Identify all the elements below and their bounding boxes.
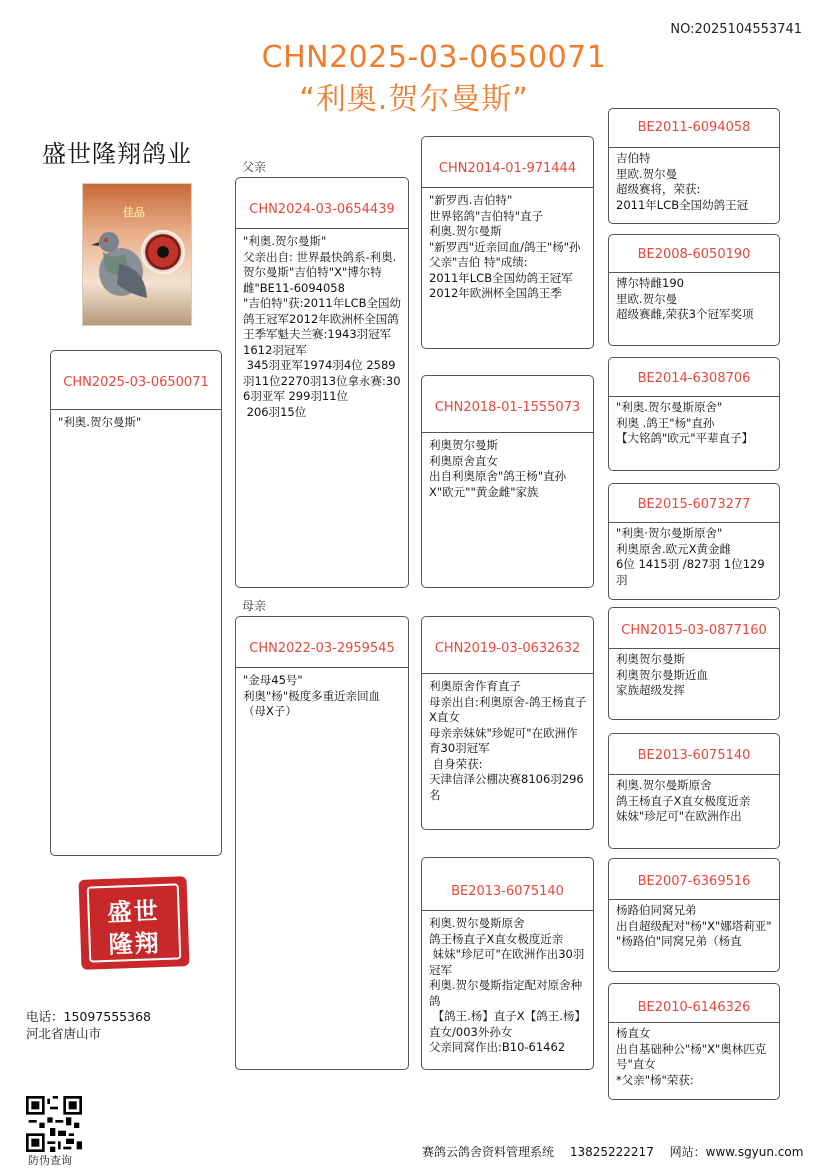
contact-info: [26, 1008, 151, 1042]
ggp-6-ring: BE2013-6075140: [637, 748, 751, 763]
ggp-5-card: [608, 607, 780, 720]
subject-text: "利奥.贺尔曼斯": [58, 415, 142, 429]
paternal-grandfather-ring: CHN2014-01-971444: [438, 161, 577, 176]
mother-card: [235, 616, 409, 1070]
contact-phone: 电话：15097555368: [26, 1009, 151, 1024]
pigeon-icon: [89, 224, 149, 302]
main-ring-number: CHN2025-03-0650071: [261, 40, 607, 75]
ggp-1-ring: BE2011-6094058: [637, 120, 751, 135]
ggp-7-card: [608, 858, 780, 972]
paternal-grandfather-card: [421, 136, 594, 349]
father-label: 父亲: [242, 160, 267, 174]
main-pigeon-name: “利奥.贺尔曼斯”: [299, 82, 529, 117]
ggp-3-card: [608, 357, 780, 471]
footer: [422, 1143, 815, 1160]
ggp-2-ring: BE2008-6050190: [637, 247, 751, 262]
brand-seal-logo: [78, 876, 189, 970]
father-card: [235, 177, 409, 588]
maternal-grandfather-card: [421, 616, 594, 830]
mother-ring: CHN2022-03-2959545: [249, 641, 395, 656]
ggp-5-ring: CHN2015-03-0877160: [621, 623, 767, 638]
pigeon-photo: [82, 183, 192, 326]
footer-system: 赛鸽云鸽舍资料管理系统: [422, 1145, 555, 1159]
maternal-grandfather-ring: CHN2019-03-0632632: [434, 641, 581, 656]
footer-tel: 13825222217: [569, 1145, 654, 1159]
qr-label: 防伪查询: [28, 1154, 72, 1167]
subject-card: [50, 350, 222, 856]
seal-line-1: 盛世: [107, 897, 161, 927]
maternal-grandfather-text: 利奥原舍作育直子 母亲出自:利奥原舍-鸽王杨直子X直女 母亲亲妹妹"珍妮可"在欧洲作育30羽冠军 自身荣获: 天津信泽公棚决赛8106羽296名: [429, 679, 587, 802]
ggp-8-card: [608, 983, 780, 1100]
ggp-4-ring: BE2015-6073277: [637, 497, 751, 512]
ggp-4-text: "利奥·贺尔曼斯原舍" 利奥原舍.欧元X黄金雌 6位 1415羽 /827羽 1位129羽: [616, 526, 765, 587]
ggp-7-ring: BE2007-6369516: [637, 874, 751, 889]
footer-site[interactable]: 网站：www.sgyun.com: [669, 1145, 804, 1159]
photo-caption: 佳品: [123, 206, 145, 219]
father-text: "利奥.贺尔曼斯" 父亲出自: 世界最快鸽系-利奥.贺尔曼斯"吉伯特"X"博尔特雌"BE11-6094058 "吉伯特"获:2011年LCB全国幼鸽王冠军2012年欧洲杯全国鸽王季军魁夫兰赛:1943羽冠军 1612羽冠军 345羽亚军1974羽4位 2589羽11位2270羽13位拿永赛:306羽亚军 299羽11位 206羽15位: [243, 234, 402, 419]
pigeon-eye-image: [141, 230, 185, 274]
ggp-3-text: "利奥.贺尔曼斯原舍" 利奥 .鸽王"杨"直孙 【大铭鸽"欧元"平辈直子】: [616, 400, 754, 445]
mother-label: 母亲: [242, 599, 267, 613]
paternal-grandfather-text: "新罗西.吉伯特" 世界铭鸽"吉伯特"直子 利奥.贺尔曼斯 "新罗西"近亲回血/鸽王"杨"孙 父亲"吉伯 特"成绩: 2011年LCB全国幼鸽王冠军 2012年欧洲杯全国鸽王季: [429, 193, 581, 300]
ggp-7-text: 杨路伯同窝兄弟 出自超级配对"杨"X"娜塔莉亚" "杨路伯"同窝兄弟（杨直: [616, 903, 772, 948]
maternal-grandmother-ring: BE2013-6075140: [451, 884, 564, 899]
ggp-3-ring: BE2014-6308706: [637, 371, 751, 386]
paternal-grandmother-card: [421, 375, 594, 588]
ggp-1-card: [608, 108, 780, 224]
ggp-1-text: 吉伯特 里欧.贺尔曼 超级赛将，荣获: 2011年LCB全国幼鸽王冠: [616, 151, 749, 212]
subject-ring: CHN2025-03-0650071: [63, 375, 209, 390]
maternal-grandmother-text: 利奥.贺尔曼斯原舍 鸽王杨直子X直女极度近亲 妹妹"珍尼可"在欧洲作出30羽冠军 利奥.贺尔曼斯指定配对原舍种鸽 【鸽王.杨】直子X【鸽王.杨】直女/003外孙女 父亲同窝作出:B10-61462: [429, 916, 586, 1054]
paternal-grandmother-text: 利奥贺尔曼斯 利奥原舍直女 出自利奥原舍"鸽王杨"直孙X"欧元""黄金雌"家族: [429, 438, 567, 499]
father-ring: CHN2024-03-0654439: [249, 202, 395, 217]
brand-title: 盛世隆翔鸽业: [42, 140, 192, 168]
contact-address: 河北省唐山市: [26, 1026, 102, 1041]
qr-code-icon[interactable]: [26, 1096, 82, 1152]
paternal-grandmother-ring: CHN2018-01-1555073: [434, 400, 581, 415]
ggp-5-text: 利奥贺尔曼斯 利奥贺尔曼斯近血 家族超级发挥: [616, 652, 708, 697]
seal-line-2: 隆翔: [108, 929, 162, 959]
document-number: NO:2025104553741: [670, 22, 802, 37]
ggp-6-card: [608, 733, 780, 849]
mother-text: "金母45号" 利奥"杨"极度多重近亲回血（母X子）: [243, 673, 381, 718]
ggp-8-text: 杨直女 出自基础种公"杨"X"奥林匹克号"直女 *父亲"杨"荣获:: [616, 1026, 767, 1087]
ggp-8-ring: BE2010-6146326: [637, 1000, 751, 1015]
ggp-4-card: [608, 483, 780, 600]
ggp-6-text: 利奥.贺尔曼斯原舍 鸽王杨直子X直女极度近亲 妹妹"珍尼可"在欧洲作出: [616, 778, 751, 823]
maternal-grandmother-card: [421, 857, 594, 1070]
ggp-2-text: 博尔特雌190 里欧.贺尔曼 超级赛雌,荣获3个冠军奖项: [616, 276, 754, 321]
ggp-2-card: [608, 234, 780, 346]
